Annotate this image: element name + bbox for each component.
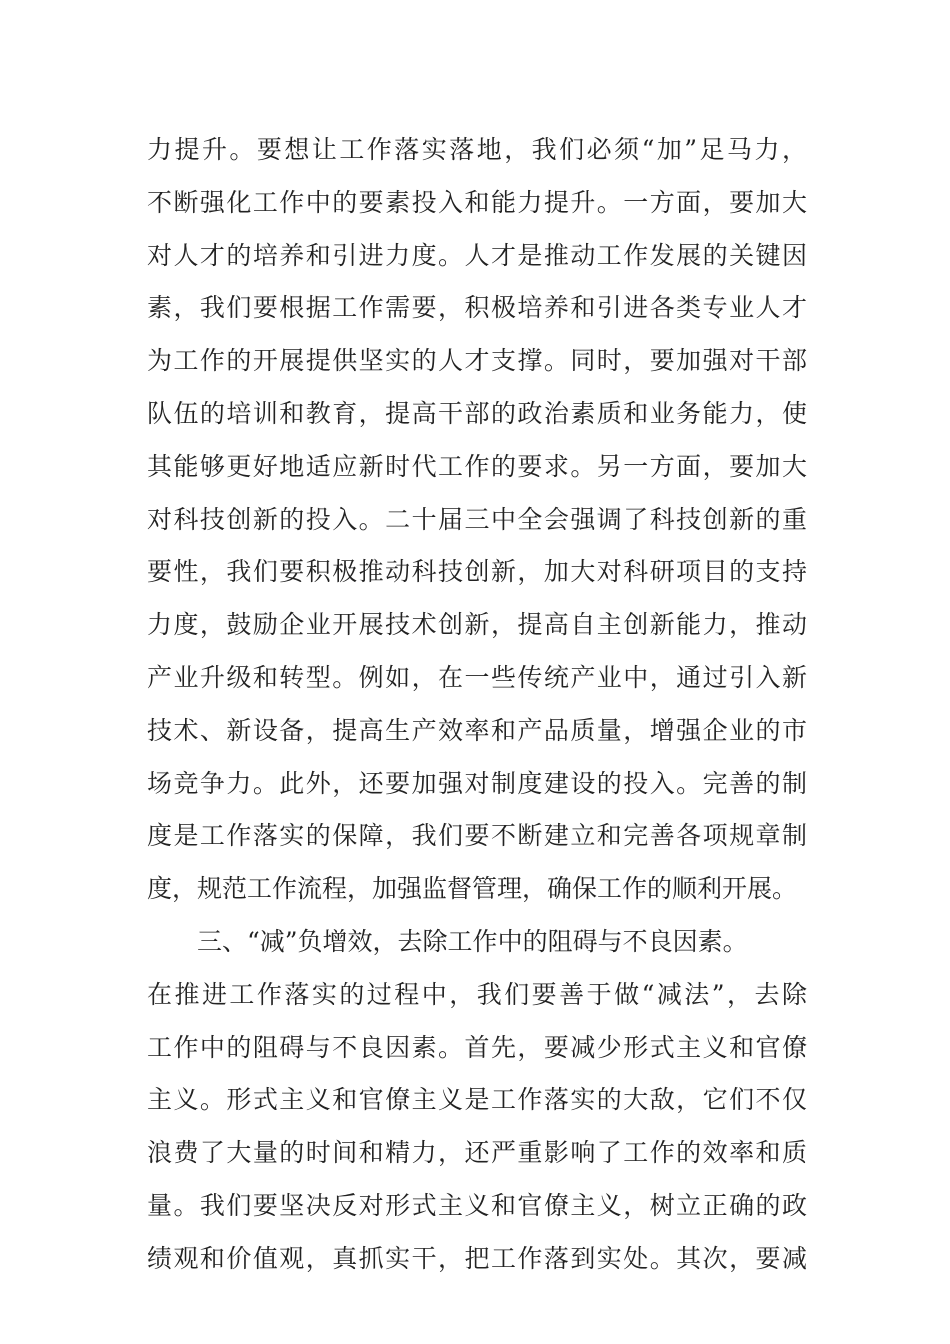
text-line: 产业升级和转型。例如，在一些传统产业中，通过引入新 (147, 662, 807, 692)
text-line: 力度，鼓励企业开展技术创新，提高自主创新能力，推动 (147, 610, 807, 640)
text-line: 为工作的开展提供坚实的人才支撑。同时，要加强对干部 (147, 346, 807, 376)
text-line: 场竞争力。此外，还要加强对制度建设的投入。完善的制 (147, 768, 807, 798)
text-line: 量。我们要坚决反对形式主义和官僚主义，树立正确的政 (147, 1190, 807, 1220)
text-line: 在推进工作落实的过程中，我们要善于做“减法”，去除 (147, 979, 807, 1009)
text-line: 工作中的阻碍与不良因素。首先，要减少形式主义和官僚 (147, 1032, 807, 1062)
text-line: 对人才的培养和引进力度。人才是推动工作发展的关键因 (147, 240, 807, 270)
text-line: 度，规范工作流程，加强监督管理，确保工作的顺利开展。 (147, 874, 798, 904)
text-line: 要性，我们要积极推动科技创新，加大对科研项目的支持 (147, 557, 807, 587)
text-line: 队伍的培训和教育，提高干部的政治素质和业务能力，使 (147, 398, 807, 428)
text-line: 其能够更好地适应新时代工作的要求。另一方面，要加大 (147, 451, 807, 481)
text-line: 对科技创新的投入。二十届三中全会强调了科技创新的重 (147, 504, 807, 534)
text-line: 浪费了大量的时间和精力，还严重影响了工作的效率和质 (147, 1138, 807, 1168)
text-line: 不断强化工作中的要素投入和能力提升。一方面，要加大 (147, 187, 807, 217)
section-heading: 三、“减”负增效，去除工作中的阻碍与不良因素。 (197, 926, 748, 956)
text-line: 绩观和价值观，真抓实干，把工作落到实处。其次，要减 (147, 1243, 807, 1273)
text-line: 素，我们要根据工作需要，积极培养和引进各类专业人才 (147, 293, 807, 323)
text-line: 技术、新设备，提高生产效率和产品质量，增强企业的市 (147, 715, 807, 745)
body-text (147, 124, 807, 1286)
text-line: 主义。形式主义和官僚主义是工作落实的大敌，它们不仅 (147, 1085, 807, 1115)
text-line: 度是工作落实的保障，我们要不断建立和完善各项规章制 (147, 821, 807, 851)
text-line: 力提升。要想让工作落实落地，我们必须“加”足马力， (147, 135, 807, 164)
